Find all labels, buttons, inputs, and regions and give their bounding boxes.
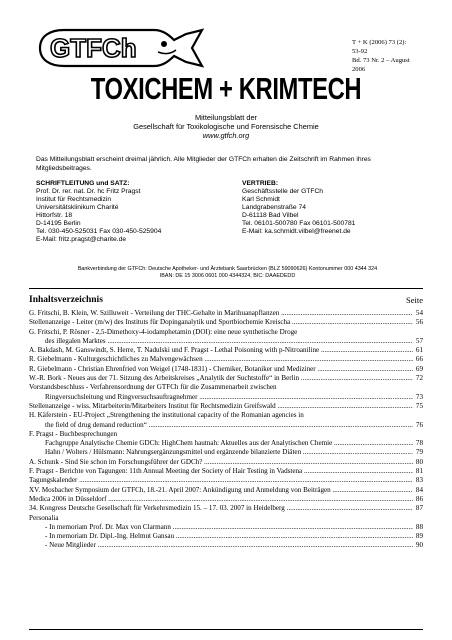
distribution-heading: VERTRIEB: (242, 180, 279, 187)
toc-entry-title: - Neue Mitglieder ..... (45, 541, 413, 550)
toc-header (29, 295, 423, 309)
page-title: TOXICHEM + KRIMTECH (90, 72, 362, 106)
toc-entry-page: 76 (415, 420, 423, 429)
toc-entry-title: F. Pragst - Berichte von Tagungen: 11th Annual Meeting der Society of Hair Testing in Vadstena ..... (29, 467, 413, 476)
bank-line-2: IBAN: DE 15 3006 0601 000 4344324, BIC: DAAEDEDD (159, 273, 296, 279)
toc-entry-page: 83 (415, 476, 423, 485)
toc-entry-title: des illegalen Marktes ..... (45, 337, 413, 346)
distribution-line: Geschäftsstelle der GTFCh (242, 188, 324, 195)
toc-entry[interactable] (29, 523, 423, 532)
toc-heading: Inhaltsverzeichnis (29, 295, 103, 305)
toc-entry-title: A. Schunk - Sind Sie schon im Forschungsführer der GDCh? ..... (29, 458, 413, 467)
toc-entry[interactable] (29, 411, 423, 420)
divider (29, 629, 423, 630)
toc-entry[interactable] (29, 374, 423, 383)
editorial-line: D-14195 Berlin (36, 220, 81, 227)
toc-entry-title: XV. Mosbacher Symposium der GTFCh, 18.-21. April 2007: Ankündigung und Anmeldung von Beiträgen ..... (29, 486, 413, 495)
toc-entry[interactable] (29, 421, 423, 430)
toc-entry-page: 69 (415, 364, 423, 373)
toc-entry-title: the field of drug demand reduction“ ..... (45, 421, 413, 430)
toc-entry-page: 89 (415, 532, 423, 541)
editorial-email[interactable]: E-Mail: fritz.pragst@charite.de (36, 236, 127, 243)
gtfch-logo (36, 26, 206, 70)
toc-entry[interactable] (29, 541, 423, 550)
toc-entry[interactable] (29, 318, 423, 327)
toc-entry-title: Medica 2006 in Düsseldorf ..... (29, 495, 413, 504)
toc-entry-title: Fachgruppe Analytische Chemie GDCh: HighChem hautnah: Aktuelles aus der Analytischen Chemie ..... (45, 439, 413, 448)
toc-entry-page: 56 (415, 318, 423, 327)
toc-entry[interactable] (29, 439, 423, 448)
toc-entry-page: 84 (415, 485, 423, 494)
toc-page-heading: Seite (406, 295, 423, 305)
editorial-line: Hittorfstr. 18 (36, 212, 73, 219)
toc-entry-title: Stellenanzeige - wiss. Mitarbeiterin/Mitarbeiters Institut für Rechtsmedizin Greifswald ..... (29, 402, 413, 411)
toc-entry-page: 66 (415, 355, 423, 364)
toc-entry-title: - In memoriam Dr. Dipl.-Ing. Helmut Gansau ..... (45, 532, 413, 541)
toc-entry-page: 75 (415, 401, 423, 410)
toc-entry-title: Ringversuchsleitung und Ringversuchsauftragnehmer ..... (45, 393, 413, 402)
toc-entry-page: 87 (415, 504, 423, 513)
toc-entry-title: Vorstandsbeschluss - Verfahrensordnung der GTFCh für die Zusammenarbeit zwischen (29, 383, 277, 392)
toc-entry-page: 88 (415, 522, 423, 531)
editorial-heading: SCHRIFTLEITUNG und SATZ: (36, 180, 130, 187)
toc-entry-page: 54 (415, 309, 423, 317)
toc-entry-title: R. Giebelmann - Christian Ehrenfried von Weigel (1748-1831) - Chemiker, Botaniker und Mediziner ..... (29, 365, 413, 374)
divider (29, 288, 423, 289)
toc-entry-title: H. Käferstein - EU-Project „Strengthening the institutional capacity of the Romanian agencies in (29, 411, 304, 420)
distribution-line: D-61118 Bad Vilbel (242, 212, 299, 219)
toc-entry[interactable] (29, 383, 423, 392)
editorial-line: Tel. 030-450-525031 Fax 030-450-525904 (36, 228, 162, 235)
distribution-block (242, 180, 432, 236)
toc-entry[interactable] (29, 467, 423, 476)
toc-entry-page: 78 (415, 439, 423, 448)
citation-line-1: T + K (2006) 73 (2): 53-92 (352, 39, 407, 55)
toc-entry-title: Tagungskalender ..... (29, 476, 413, 485)
toc-entry[interactable] (29, 486, 423, 495)
table-of-contents (29, 295, 423, 551)
toc-entry-page: 73 (415, 392, 423, 401)
editorial-line: Universitätsklinikum Charité (36, 204, 119, 211)
toc-entry[interactable] (29, 458, 423, 467)
toc-entry[interactable] (29, 430, 423, 439)
toc-entry-page: 80 (415, 457, 423, 466)
toc-entry-page: 86 (415, 494, 423, 503)
toc-entry[interactable] (29, 393, 423, 402)
toc-entry[interactable] (29, 309, 423, 318)
toc-list (29, 309, 423, 551)
bank-details (30, 266, 425, 280)
toc-entry[interactable] (29, 532, 423, 541)
toc-entry-page: 81 (415, 467, 423, 476)
toc-entry[interactable] (29, 337, 423, 346)
toc-entry-title: - In memoriam Prof. Dr. Max von Clarmann ..... (45, 523, 413, 532)
toc-entry[interactable] (29, 402, 423, 411)
toc-entry[interactable] (29, 355, 423, 364)
toc-entry[interactable] (29, 476, 423, 485)
toc-entry-title: R. Giebelmann - Kulturgeschichtliches zu Malvengewächsen ..... (29, 355, 413, 364)
toc-entry-title: Stellenanzeige - Leiter (m/w) des Instituts für Dopinganalytik und Sportbiochemie Kreischa ..... (29, 318, 413, 327)
subtitle-1: Mitteilungsblatt der (194, 113, 258, 122)
editorial-line: Prof. Dr. rer. nat. Dr. hc Fritz Pragst (36, 188, 141, 195)
toc-entry[interactable] (29, 514, 423, 523)
toc-entry[interactable] (29, 495, 423, 504)
toc-entry[interactable] (29, 448, 423, 457)
toc-entry[interactable] (29, 365, 423, 374)
subtitle-2: Gesellschaft für Toxikologische und Forensische Chemie (133, 122, 319, 131)
citation-line-2: Bd. 73 Nr. 2 – August 2006 (352, 57, 410, 73)
intro-text: Das Mitteilungsblatt erscheint dreimal jährlich. Alle Mitglieder der GTFCh erhalten die Zeitschrift im Rahmen ihres Mitgliedsbeitrages. (36, 156, 371, 172)
toc-entry-title: Personalia (29, 513, 59, 522)
bank-line-1: Bankverbindung der GTFCh: Deutsche Apotheker- und Ärztebank Saarbrücken (BLZ 59090626) Kontonummer 000 4344 324 (77, 266, 378, 272)
toc-entry-title: 34. Kongress Deutsche Gesellschaft für Verkehrsmedizin 15. – 17. 03. 2007 in Heidelberg ..... (29, 504, 413, 513)
toc-entry[interactable] (29, 346, 423, 355)
toc-entry[interactable] (29, 328, 423, 337)
toc-entry-title: W.-R. Bork - Neues aus der 71. Sitzung des Arbeitskreises „Analytik der Suchtstoffe“ in Berlin ..... (29, 374, 413, 383)
website-link[interactable]: www.gtfch.org (202, 131, 250, 140)
toc-entry-page: 61 (415, 346, 423, 355)
toc-entry-title: G. Fritschi, B. Klein, W. Szilluweit - Verteilung der THC-Gehalte in Marihuanapflanzen ..... (29, 309, 413, 318)
citation (352, 38, 414, 74)
toc-entry[interactable] (29, 504, 423, 513)
logo-text: GTFCh (50, 33, 137, 63)
distribution-email[interactable]: E-Mail: ka.schmidt.vilbel@freenet.de (242, 228, 351, 235)
distribution-line: Landgrabenstraße 74 (242, 204, 306, 211)
toc-entry-page: 57 (415, 336, 423, 345)
toc-entry-title: A. Bakdash, M. Ganswindt, S. Herre, T. Nadulski und F. Pragst - Lethal Poisoning with p-Nitroaniline ..... (29, 346, 413, 355)
toc-entry-title: G. Fritschi, P. Rösner - 2,5-Dimethoxy-4-iodamphetamin (DOI): eine neue synthetische Droge (29, 327, 298, 336)
toc-entry-title: F. Pragst - Buchbesprechungen (29, 429, 118, 438)
editorial-line: Institut für Rechtsmedizin (36, 196, 112, 203)
toc-entry-page: 72 (415, 374, 423, 383)
distribution-line: Tel. 06101-500780 Fax 06101-500781 (242, 220, 356, 227)
toc-entry-page: 79 (415, 448, 423, 457)
distribution-line: Karl Schmidt (242, 196, 280, 203)
toc-entry-title: Hahn / Wolters / Hülsmann: Nahrungsergänzungsmittel und ergänzende bilanzierte Diäten ..... (45, 448, 413, 457)
toc-entry-page: 90 (415, 541, 423, 550)
editorial-block (36, 180, 236, 244)
